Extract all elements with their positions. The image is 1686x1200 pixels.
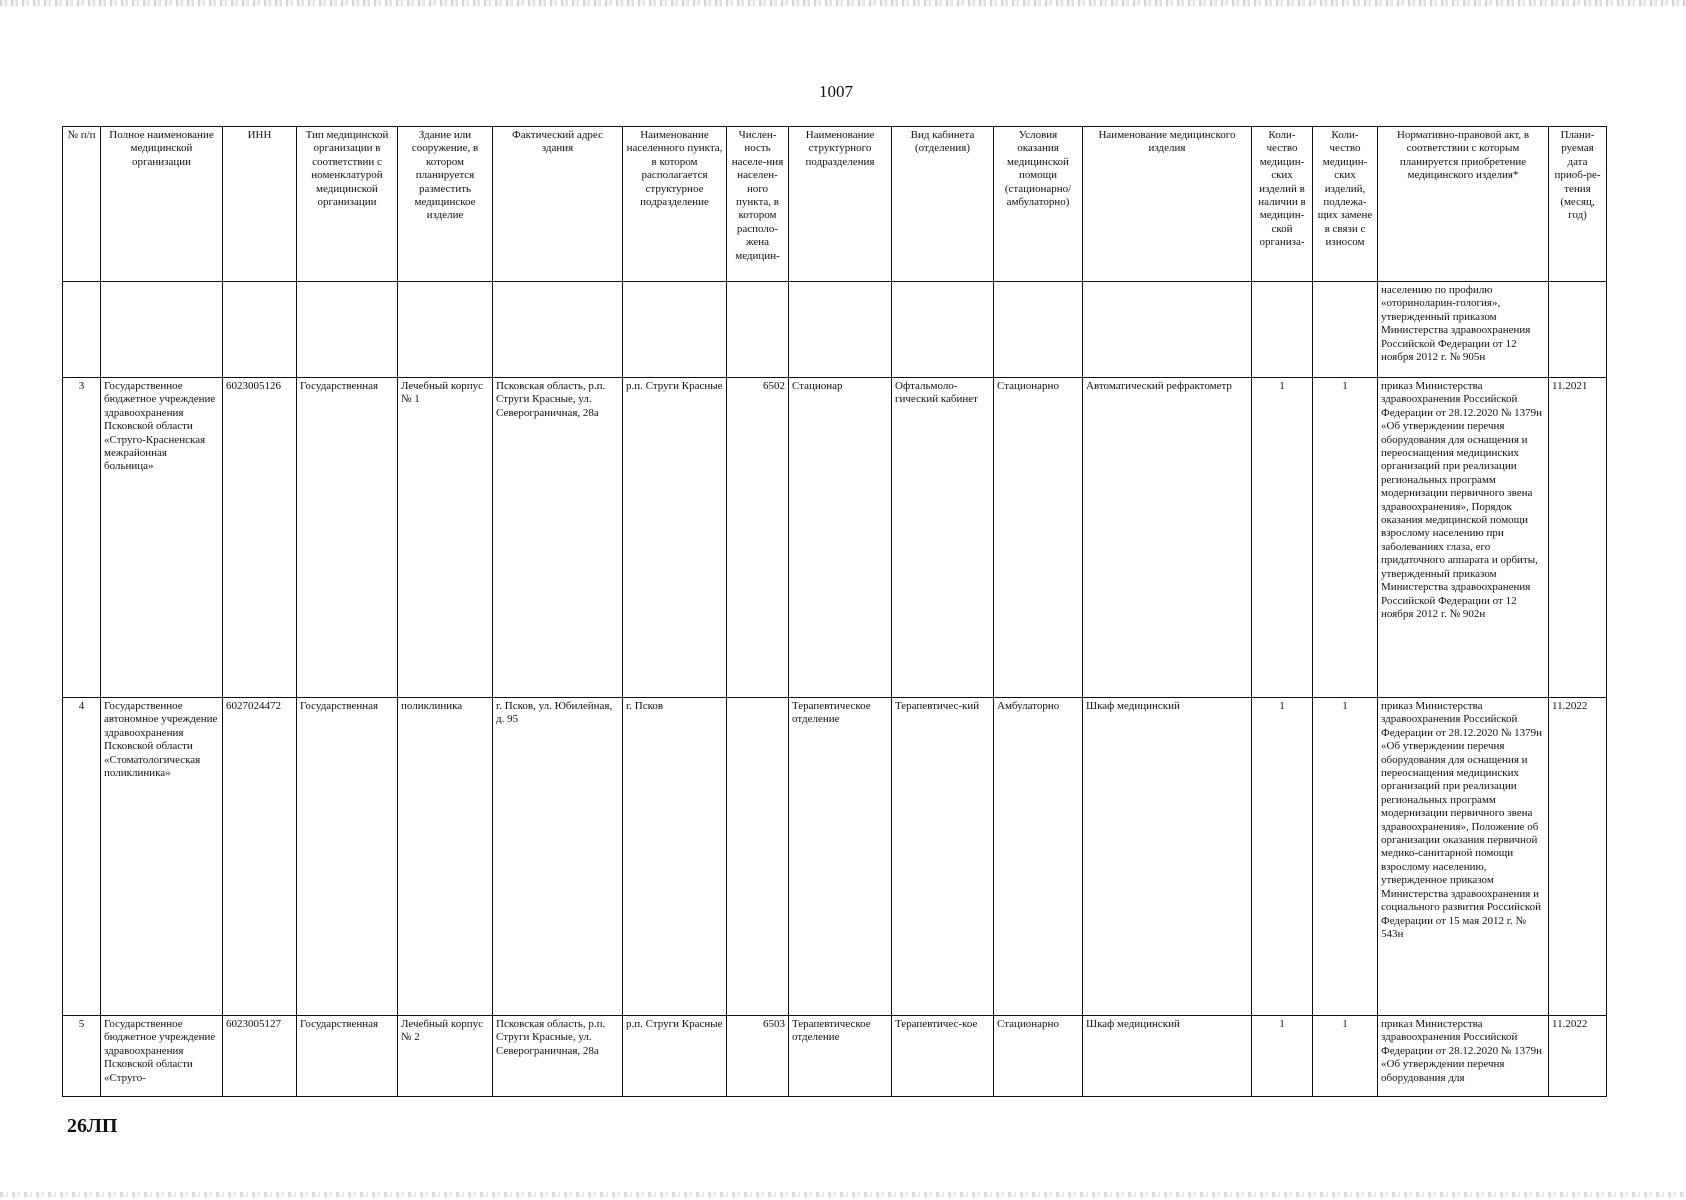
unit-cell: Стационар xyxy=(789,378,892,698)
header-cell: ИНН xyxy=(223,127,297,282)
header-cell: Числен-ность населе-ния населен-ного пункта, в котором располо-жена медицин- xyxy=(727,127,789,282)
qty-have-cell: 1 xyxy=(1252,698,1313,1016)
address-cell: Псковская область, р.п. Струги Красные, ул. Северограничная, 28а xyxy=(493,378,623,698)
header-cell: Вид кабинета (отделения) xyxy=(892,127,994,282)
qty-have-cell: 1 xyxy=(1252,1016,1313,1097)
table-header-row xyxy=(63,127,1607,282)
medical-equipment-table xyxy=(62,126,1607,1097)
qty-replace-cell: 1 xyxy=(1313,378,1378,698)
organization-type: Государственная xyxy=(297,1016,398,1097)
normative-act-cell: приказ Министерства здравоохранения Российской Федерации от 28.12.2020 № 1379н «Об утверждении перечня оборудования для оснащения и переоснащения медицинских организаций при реализации региональных программ модернизации первичного звена здравоохранения», Положение об организации оказания первичной медико-санитарной помощи взрослому населению, утвержденное приказом Министерства здравоохранения и социального развития Российской Федерации от 15 мая 2012 г. № 543н xyxy=(1378,698,1549,1016)
scan-edge-top xyxy=(0,0,1686,6)
qty-have-cell: 1 xyxy=(1252,378,1313,698)
header-cell: Наименование структурного подразделения xyxy=(789,127,892,282)
cabinet-cell: Терапевтичес-кое xyxy=(892,1016,994,1097)
row-number: 5 xyxy=(63,1016,101,1097)
purchase-date-cell: 11.2022 xyxy=(1549,1016,1607,1097)
cabinet-cell: Офтальмоло-гический кабинет xyxy=(892,378,994,698)
population-cell: 6503 xyxy=(727,1016,789,1097)
table-row-continuation xyxy=(63,282,1607,378)
device-cell: Автоматический рефрактометр xyxy=(1083,378,1252,698)
header-cell: Плани-руемая дата приоб-ре-тения (месяц, год) xyxy=(1549,127,1607,282)
row-number: 3 xyxy=(63,378,101,698)
inn-cell: 6027024472 xyxy=(223,698,297,1016)
locality-cell: р.п. Струги Красные xyxy=(623,378,727,698)
cabinet-cell: Терапевтичес-кий xyxy=(892,698,994,1016)
unit-cell: Терапевтическое отделение xyxy=(789,698,892,1016)
population-cell xyxy=(727,698,789,1016)
organization-name: Государственное автономное учреждение здравоохранения Псковской области «Стоматологическая поликлиника» xyxy=(101,698,223,1016)
conditions-cell: Стационарно xyxy=(994,378,1083,698)
row-number: 4 xyxy=(63,698,101,1016)
device-cell: Шкаф медицинский xyxy=(1083,698,1252,1016)
conditions-cell: Стационарно xyxy=(994,1016,1083,1097)
normative-act-cell: населению по профилю «оториноларин-гология», утвержденный приказом Министерства здравоохранения Российской Федерации от 12 ноября 2012 г. № 905н xyxy=(1378,282,1549,378)
address-cell: Псковская область, р.п. Струги Красные, ул. Северограничная, 28а xyxy=(493,1016,623,1097)
header-cell: Наименование медицинского изделия xyxy=(1083,127,1252,282)
header-cell: Нормативно-правовой акт, в соответствии с которым планируется приобретение медицинского изделия* xyxy=(1378,127,1549,282)
conditions-cell: Амбулаторно xyxy=(994,698,1083,1016)
document-code: 26ЛП xyxy=(67,1115,118,1137)
building-cell: Лечебный корпус № 2 xyxy=(398,1016,493,1097)
locality-cell: р.п. Струги Красные xyxy=(623,1016,727,1097)
header-cell: Коли-чество медицин-ских изделий в наличии в медицин-ской организа- xyxy=(1252,127,1313,282)
table-row xyxy=(63,698,1607,1016)
header-cell: Условия оказания медицинской помощи (стационарно/ амбулаторно) xyxy=(994,127,1083,282)
header-cell: № п/п xyxy=(63,127,101,282)
header-cell: Тип медицинской организации в соответствии с номенклатурой медицинской организации xyxy=(297,127,398,282)
organization-type: Государственная xyxy=(297,698,398,1016)
normative-act-cell: приказ Министерства здравоохранения Российской Федерации от 28.12.2020 № 1379н «Об утверждении перечня оборудования для xyxy=(1378,1016,1549,1097)
qty-replace-cell: 1 xyxy=(1313,698,1378,1016)
device-cell: Шкаф медицинский xyxy=(1083,1016,1252,1097)
inn-cell: 6023005126 xyxy=(223,378,297,698)
normative-act-cell: приказ Министерства здравоохранения Российской Федерации от 28.12.2020 № 1379н «Об утверждении перечня оборудования для оснащения и переоснащения медицинских организаций при реализации региональных программ модернизации первичного звена здравоохранения», Порядок оказания медицинской помощи взрослому населению при заболеваниях глаза, его придаточного аппарата и орбиты, утвержденный приказом Министерства здравоохранения Российской Федерации от 12 ноября 2012 г. № 902н xyxy=(1378,378,1549,698)
inn-cell: 6023005127 xyxy=(223,1016,297,1097)
building-cell: поликлиника xyxy=(398,698,493,1016)
qty-replace-cell: 1 xyxy=(1313,1016,1378,1097)
organization-name: Государственное бюджетное учреждение здравоохранения Псковской области «Струго-Красненская межрайонная больница» xyxy=(101,378,223,698)
header-cell: Наименование населенного пункта, в котором располагается структурное подразделение xyxy=(623,127,727,282)
address-cell: г. Псков, ул. Юбилейная, д. 95 xyxy=(493,698,623,1016)
purchase-date-cell: 11.2022 xyxy=(1549,698,1607,1016)
population-cell: 6502 xyxy=(727,378,789,698)
organization-type: Государственная xyxy=(297,378,398,698)
organization-name: Государственное бюджетное учреждение здравоохранения Псковской области «Струго- xyxy=(101,1016,223,1097)
building-cell: Лечебный корпус № 1 xyxy=(398,378,493,698)
scan-edge-bottom xyxy=(0,1192,1686,1197)
purchase-date-cell: 11.2021 xyxy=(1549,378,1607,698)
header-cell: Коли-чество медицин-ских изделий, подлежа-щих замене в связи с износом xyxy=(1313,127,1378,282)
header-cell: Фактический адрес здания xyxy=(493,127,623,282)
header-cell: Здание или сооружение, в котором планируется разместить медицинское изделие xyxy=(398,127,493,282)
unit-cell: Терапевтическое отделение xyxy=(789,1016,892,1097)
table-row xyxy=(63,378,1607,698)
page-number: 1007 xyxy=(819,82,853,101)
locality-cell: г. Псков xyxy=(623,698,727,1016)
header-cell: Полное наименование медицинской организации xyxy=(101,127,223,282)
table-row xyxy=(63,1016,1607,1097)
